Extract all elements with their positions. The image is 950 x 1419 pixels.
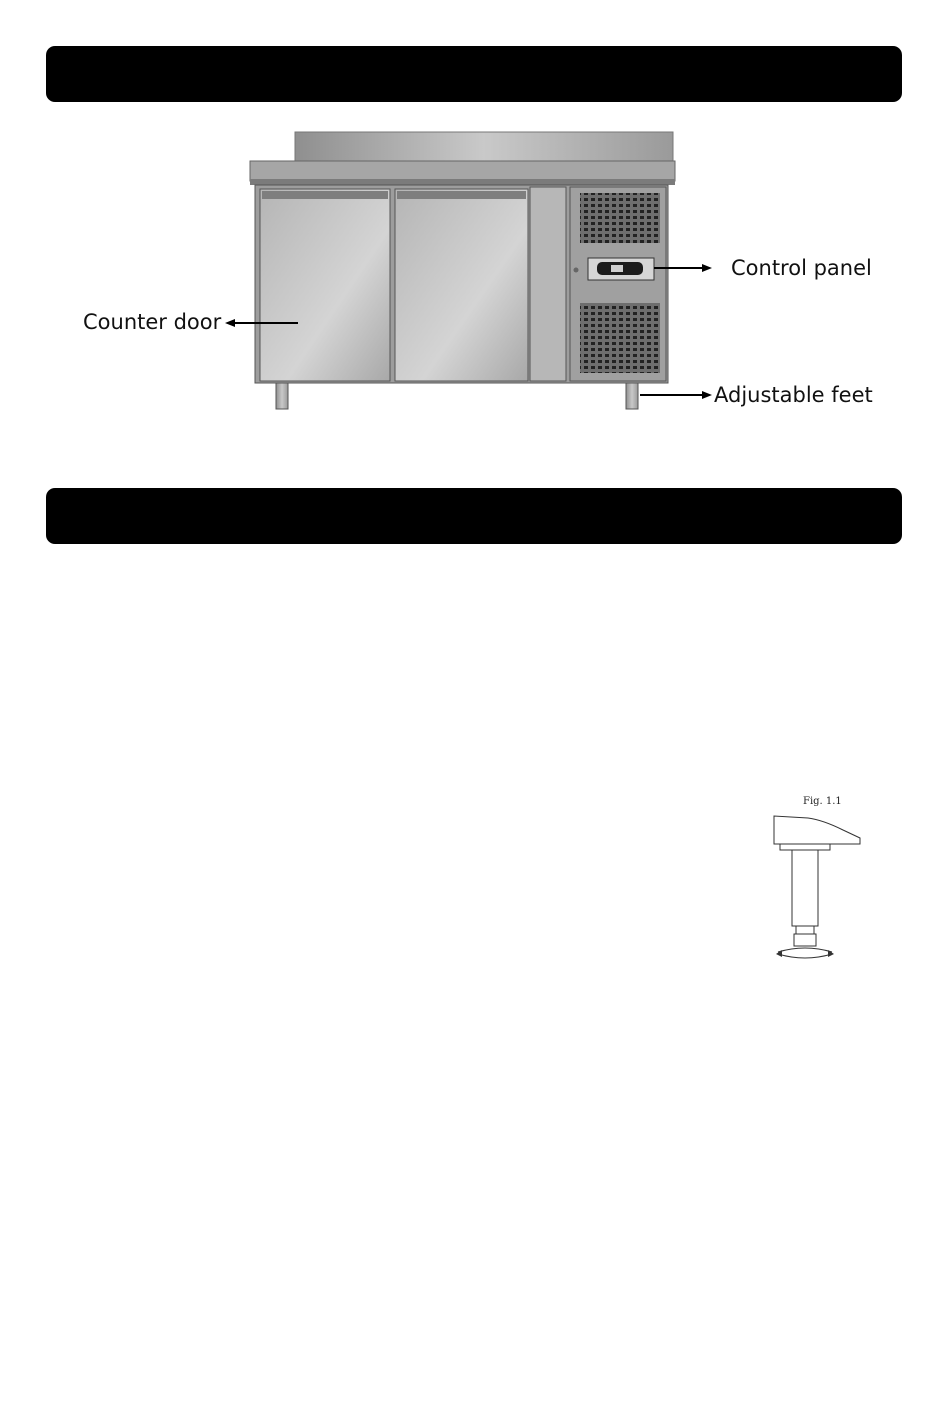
counter-door: [260, 189, 390, 381]
adjustable-foot: [276, 383, 288, 409]
adjustable-foot-diagram: [748, 794, 868, 964]
control-panel-label: Control panel: [731, 256, 872, 280]
adjustable-feet-label: Adjustable feet: [714, 383, 873, 407]
lower-vent-grille: [580, 303, 660, 373]
counter-door: [395, 189, 528, 381]
counter-door-label: Counter door: [83, 310, 222, 334]
refrigerated-counter-image: [240, 125, 730, 425]
section-header-bar: [46, 488, 902, 544]
adjustable-foot: [626, 383, 638, 409]
figure-caption: Fig. 1.1: [803, 796, 842, 807]
counter-door-arrow: [222, 316, 252, 330]
upper-vent-grille: [580, 193, 660, 243]
section-header-bar: [46, 46, 902, 102]
